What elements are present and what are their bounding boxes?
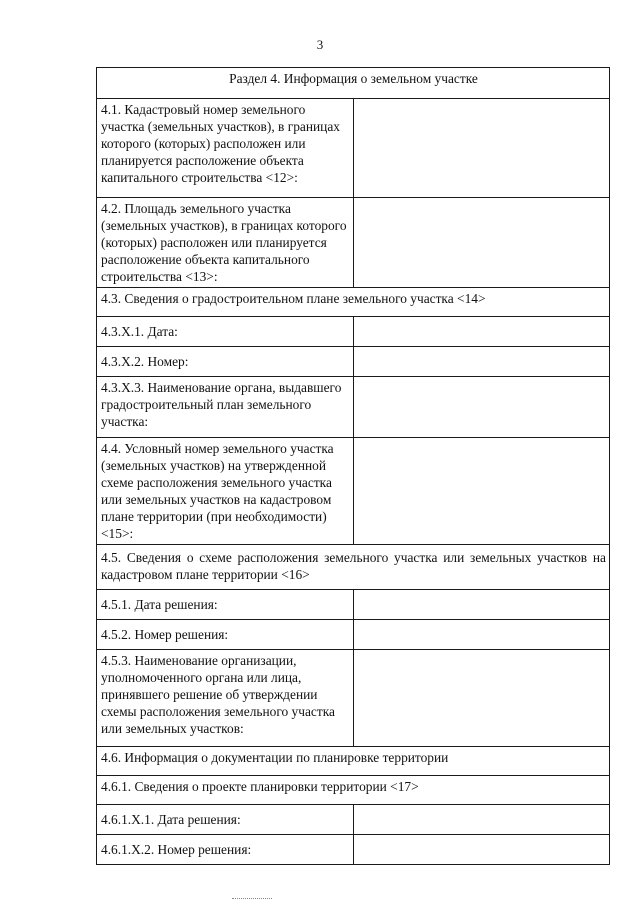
table-row (97, 198, 610, 288)
row-value-plan-number[interactable] (353, 347, 610, 377)
row-label-decision-number: 4.5.2. Номер решения: (97, 620, 354, 650)
table-row (97, 347, 610, 377)
table-row (97, 776, 610, 805)
land-plot-info-table (96, 67, 610, 865)
row-label-project-decision-date: 4.6.1.Х.1. Дата решения: (97, 805, 354, 835)
row-heading-planning-docs: 4.6. Информация о документации по планировке территории (97, 747, 610, 776)
page-number: 3 (316, 37, 324, 52)
row-label-issuing-authority: 4.3.Х.3. Наименование органа, выдавшего градостроительный план земельного участка: (97, 377, 354, 438)
table-row (97, 438, 610, 545)
row-label-project-decision-number: 4.6.1.Х.2. Номер решения: (97, 835, 354, 865)
table-row (97, 650, 610, 747)
table-row (97, 590, 610, 620)
row-value-issuing-authority[interactable] (353, 377, 610, 438)
row-value-project-decision-number[interactable] (353, 835, 610, 865)
row-label-plot-area: 4.2. Площадь земельного участка (земельных участков), в границах которого (которых) расположен или планируется расположение объекта капитального строительства <13>: (97, 198, 354, 288)
row-value-decision-date[interactable] (353, 590, 610, 620)
row-value-conditional-number[interactable] (353, 438, 610, 545)
table-row (97, 288, 610, 317)
row-label-conditional-number: 4.4. Условный номер земельного участка (земельных участков) на утвержденной схеме расположения земельного участка или земельных участков на кадастровом плане территории (при необходимости) <15>: (97, 438, 354, 545)
row-value-plan-date[interactable] (353, 317, 610, 347)
table-row (97, 317, 610, 347)
table-row (97, 545, 610, 590)
row-heading-layout-scheme: 4.5. Сведения о схеме расположения земельного участка или земельных участков на кадастровом плане территории <16> (97, 545, 610, 590)
table-row (97, 805, 610, 835)
row-label-cadastral-number: 4.1. Кадастровый номер земельного участка (земельных участков), в границах которого (которых) расположен или планируется расположение объекта капитального строительства <12>: (97, 99, 354, 198)
table-row (97, 620, 610, 650)
table-row (97, 747, 610, 776)
row-value-cadastral-number[interactable] (353, 99, 610, 198)
row-label-approving-organization: 4.5.3. Наименование организации, уполномоченного органа или лица, принявшего решение об утверждении схемы расположения земельного участка или земельных участков: (97, 650, 354, 747)
row-value-approving-organization[interactable] (353, 650, 610, 747)
row-value-decision-number[interactable] (353, 620, 610, 650)
row-value-project-decision-date[interactable] (353, 805, 610, 835)
section-title: Раздел 4. Информация о земельном участке (97, 68, 610, 99)
table-row (97, 835, 610, 865)
row-label-decision-date: 4.5.1. Дата решения: (97, 590, 354, 620)
table-row (97, 99, 610, 198)
scan-artifact-line (232, 898, 272, 900)
table-row (97, 377, 610, 438)
row-value-plot-area[interactable] (353, 198, 610, 288)
row-label-plan-date: 4.3.Х.1. Дата: (97, 317, 354, 347)
row-heading-planning-project: 4.6.1. Сведения о проекте планировки территории <17> (97, 776, 610, 805)
row-label-plan-number: 4.3.Х.2. Номер: (97, 347, 354, 377)
section-header-row (97, 68, 610, 99)
row-heading-urban-plan: 4.3. Сведения о градостроительном плане земельного участка <14> (97, 288, 610, 317)
